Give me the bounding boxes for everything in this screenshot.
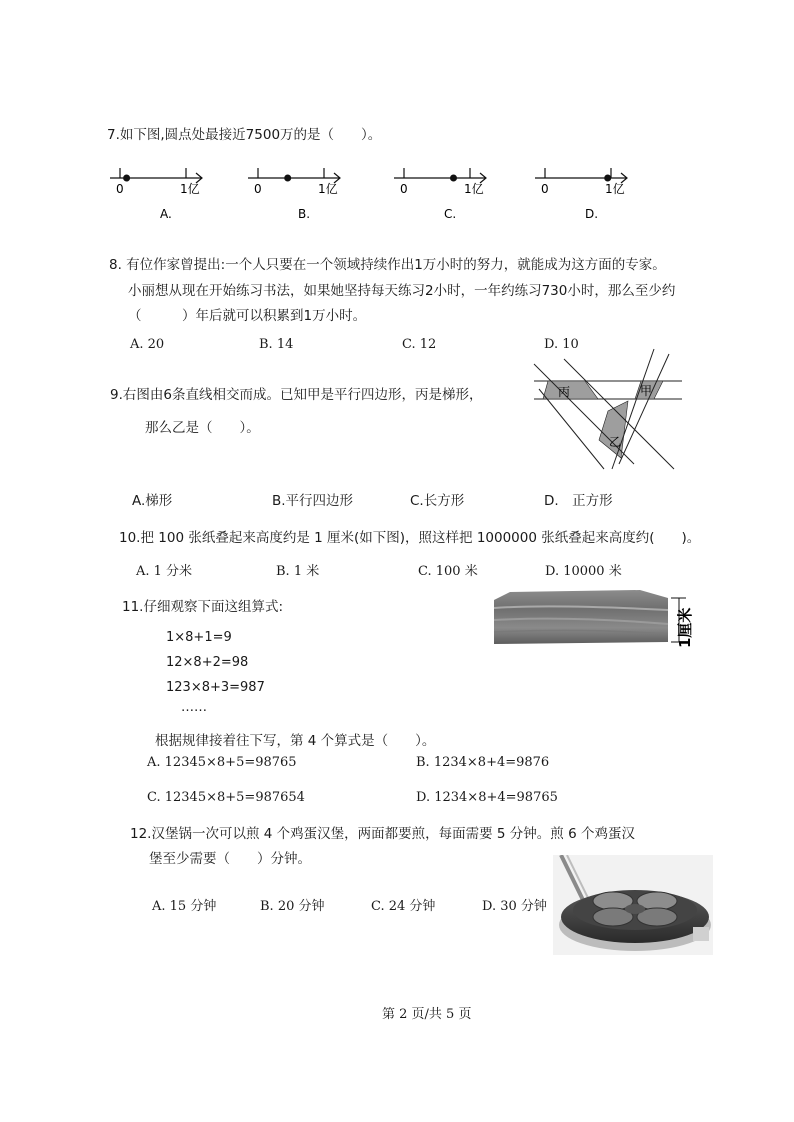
q11-option-c: C. 12345×8+5=987654: [147, 790, 305, 805]
q8-option-d: D. 10: [544, 337, 579, 352]
q12-option-d: D. 30 分钟: [482, 899, 547, 914]
q7-number-line-d: [535, 168, 627, 221]
q7-text: 7.如下图,圆点处最接近7500万的是（ ）。: [107, 127, 382, 143]
q7-end-label: 1亿: [605, 182, 625, 196]
q9-label-yi: 乙: [609, 435, 622, 449]
q12-line2: 堡至少需要（ ）分钟。: [149, 851, 311, 867]
q8-option-b: B. 14: [259, 337, 294, 352]
q11-question: 根据规律接着往下写，第 4 个算式是（ ）。: [155, 733, 436, 749]
q8-line1: 8. 有位作家曾提出:一个人只要在一个领域持续作出1万小时的努力，就能成为这方面的专家。: [109, 257, 666, 273]
q7-end-label: 1亿: [180, 182, 200, 196]
q7-option-label: A.: [160, 207, 172, 221]
q8-line2: 小丽想从现在开始练习书法，如果她坚持每天练习2小时，一年约练习730小时，那么至少约: [128, 283, 676, 299]
q11-formula-2: 12×8+2=98: [166, 655, 249, 670]
q9-option-d: D. 正方形: [544, 493, 613, 509]
q7-option-label: C.: [444, 207, 457, 221]
q7-number-lines: [108, 160, 648, 230]
q7-zero-label: 0: [254, 182, 262, 196]
q9-option-c: C.长方形: [410, 493, 465, 509]
q11-option-a: A. 12345×8+5=98765: [147, 755, 297, 770]
q7-zero-label: 0: [400, 182, 408, 196]
q8-line3: （ ）年后就可以积累到1万小时。: [128, 308, 367, 324]
q11-formula-ellipsis: ……: [181, 700, 207, 715]
q7-dot-d: [604, 175, 611, 182]
q11-text: 11.仔细观察下面这组算式:: [122, 599, 284, 615]
q9-option-a: A.梯形: [132, 493, 173, 509]
q7-number-line-c: [394, 168, 486, 221]
q11-option-d: D. 1234×8+4=98765: [416, 790, 558, 805]
q10-option-c: C. 100 米: [418, 564, 478, 579]
q7-dot-b: [284, 175, 291, 182]
q9-region-yi: [599, 401, 628, 458]
q12-option-c: C. 24 分钟: [371, 899, 436, 914]
q9-label-bing: 丙: [558, 385, 571, 399]
q7-zero-label: 0: [541, 182, 549, 196]
q10-option-b: B. 1 米: [276, 564, 320, 579]
q7-number-line-a: [110, 168, 202, 221]
q7-dot-a: [123, 175, 130, 182]
q11-formula-1: 1×8+1=9: [166, 630, 232, 645]
q11-option-b: B. 1234×8+4=9876: [416, 755, 550, 770]
q9-region-bing: [543, 381, 598, 399]
q7-number-line-b: [248, 168, 340, 221]
burger-pan-image: [553, 855, 713, 955]
paper-stack-label: 1厘米: [676, 607, 694, 648]
page-footer: 第 2 页/共 5 页: [382, 1007, 472, 1022]
q10-option-d: D. 10000 米: [545, 564, 622, 579]
q12-line1: 12.汉堡锅一次可以煎 4 个鸡蛋汉堡，两面都要煎，每面需要 5 分钟。煎 6 个鸡蛋汉: [130, 826, 635, 842]
q9-line-figure: [524, 344, 684, 474]
paper-stack-image: [490, 586, 710, 658]
q9-line1: 9.右图由6条直线相交而成。已知甲是平行四边形，丙是梯形，: [110, 387, 483, 403]
q7-end-label: 1亿: [318, 182, 338, 196]
q11-formula-3: 123×8+3=987: [166, 680, 265, 695]
q8-option-a: A. 20: [130, 337, 165, 352]
q7-option-label: D.: [585, 207, 599, 221]
q12-option-b: B. 20 分钟: [260, 899, 325, 914]
q9-label-jia: 甲: [640, 384, 653, 398]
q12-option-a: A. 15 分钟: [152, 899, 217, 914]
q7-option-label: B.: [298, 207, 311, 221]
q10-option-a: A. 1 分米: [136, 564, 193, 579]
q9-line2: 那么乙是（ ）。: [145, 420, 260, 436]
q7-dot-c: [450, 175, 457, 182]
q7-zero-label: 0: [116, 182, 124, 196]
q7-end-label: 1亿: [464, 182, 484, 196]
q9-option-b: B.平行四边形: [272, 493, 354, 509]
q10-text: 10.把 100 张纸叠起来高度约是 1 厘米(如下图)，照这样把 1000000 张纸叠起来高度约( )。: [119, 530, 701, 546]
q8-option-c: C. 12: [402, 337, 437, 352]
